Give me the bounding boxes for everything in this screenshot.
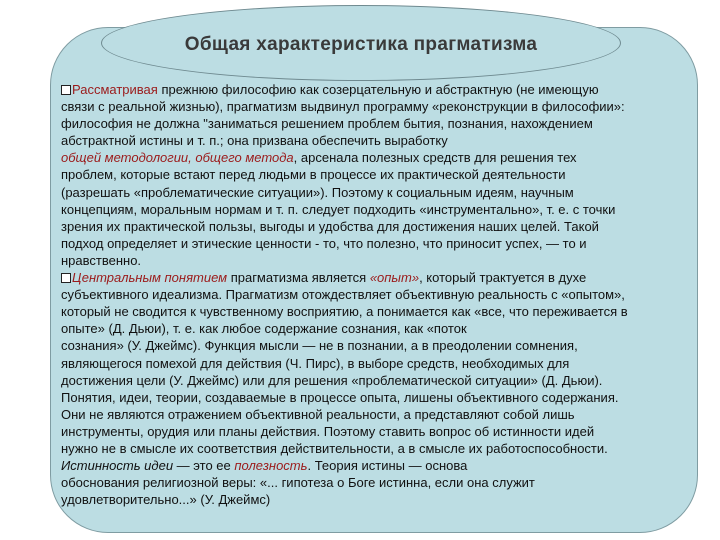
text-line	[61, 201, 695, 218]
emphasis-text: полезность	[234, 458, 308, 474]
text-line	[61, 337, 695, 354]
text-segment: сознания» (У. Джеймс). Функция мысли — не в познании, а в преодолении сомнения,	[61, 338, 578, 354]
text-segment: прагматизма является	[227, 270, 370, 286]
text-line	[61, 115, 695, 132]
text-segment: концепциям, моральным нормам и т. п. следует подходить «инструментально», т. е. с точки	[61, 201, 616, 217]
text-segment: Они не являются отражением объективной реальности, а представляют собой лишь	[61, 406, 575, 422]
text-segment: , который трактуется в духе	[419, 270, 587, 286]
text-segment: — это ее	[173, 458, 235, 474]
emphasis-text: общей методологии, общего метода	[61, 150, 294, 166]
text-segment: нравственно.	[61, 252, 142, 268]
text-segment: , арсенала полезных средств для решения тех	[293, 150, 577, 166]
text-segment: прежнюю философию как созерцательную и абстрактную (не имеющую	[157, 82, 599, 97]
text-segment: . Теория истины — основа	[307, 458, 468, 474]
text-segment: инструменты, орудия или планы действия. Поэтому ставить вопрос об истинности идей	[61, 423, 595, 439]
text-segment: субъективного идеализма. Прагматизм отождествляет объективную реальность с «опытом»,	[61, 287, 625, 303]
text-line	[61, 286, 695, 303]
text-segment: который не сводится к чувственному восприятию, а понимается как «все, что переживается в	[61, 304, 628, 320]
text-segment: Понятия, идеи, теории, создаваемые в процессе опыта, лишены объективного содержания.	[61, 389, 619, 405]
text-line	[61, 218, 695, 235]
text-segment: удовлетворительно...» (У. Джеймс)	[61, 492, 271, 508]
text-line	[61, 166, 695, 183]
text-line	[61, 423, 695, 440]
text-line	[61, 440, 695, 457]
text-segment: проблем, которые встают перед людьми в процессе их практической деятельности	[61, 167, 566, 183]
emphasis-text: Истинность идеи	[61, 458, 174, 474]
body-text	[61, 81, 695, 508]
text-line	[61, 269, 695, 286]
text-line	[61, 389, 695, 406]
text-line	[61, 406, 695, 423]
text-line	[61, 235, 695, 252]
text-segment: зрения их практической пользы, выгоды и удобства для достижения наших целей. Такой	[61, 218, 599, 234]
text-segment: являющегося помехой для действия (Ч. Пирс), в выборе средств, необходимых для	[61, 355, 570, 371]
text-segment: нужно не в смысле их соответствия действительности, а в смысле их работоспособности.	[61, 440, 608, 456]
text-line	[61, 320, 695, 337]
emphasis-text: Рассматривая	[72, 82, 158, 97]
text-line	[61, 184, 695, 201]
text-segment: абстрактной истины и т. п.; она призвана обеспечить выработку	[61, 133, 448, 149]
text-segment: опыте» (Д. Дьюи), т. е. как любое содержание сознания, как «поток	[61, 321, 467, 337]
text-segment: связи с реальной жизнью), прагматизм выдвинул программу «реконструкции в философии»:	[61, 99, 625, 115]
emphasis-text: «опыт»	[369, 270, 420, 286]
title-ellipse	[101, 5, 621, 81]
text-line	[61, 149, 695, 166]
text-line	[61, 81, 695, 98]
text-segment: подход определяет и этические ценности - то, что полезно, что приносит успех, — то и	[61, 235, 587, 251]
text-line	[61, 457, 695, 474]
text-segment: обоснования религиозной веры: «... гипотеза о Боге истинна, если она служит	[61, 475, 535, 491]
text-line	[61, 474, 695, 491]
checkbox-bullet-icon	[61, 273, 71, 283]
text-segment: достижения цели (У. Джеймс) или для решения «проблематической ситуации» (Д. Дьюи).	[61, 372, 603, 388]
text-line	[61, 98, 695, 115]
emphasis-text: Центральным понятием	[72, 270, 228, 286]
text-segment: философия не должна "заниматься решением проблем бытия, познания, нахождением	[61, 116, 593, 132]
text-line	[61, 132, 695, 149]
text-line	[61, 303, 695, 320]
page-title: Общая характеристика прагматизма	[184, 34, 538, 55]
text-line	[61, 355, 695, 372]
text-line	[61, 491, 695, 508]
text-line	[61, 372, 695, 389]
checkbox-bullet-icon	[61, 85, 71, 95]
text-segment: (разрешать «проблематические ситуации»). Поэтому к социальным идеям, научным	[61, 184, 574, 200]
text-line	[61, 252, 695, 269]
